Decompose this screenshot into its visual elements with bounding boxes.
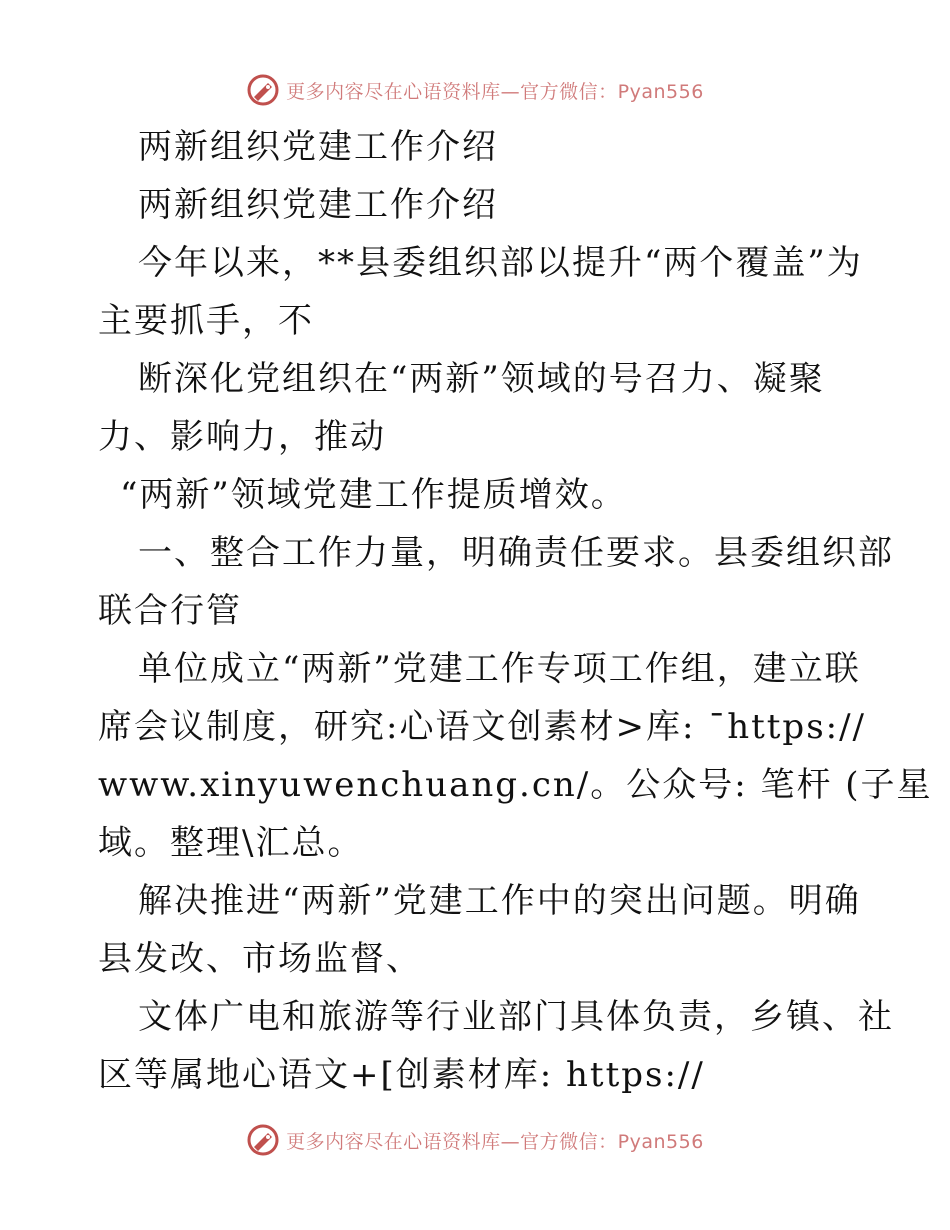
paragraph-line: 主要抓手，不 — [98, 301, 314, 341]
paragraph-line: 联合行管 — [98, 591, 242, 631]
document-body — [98, 118, 933, 1104]
paragraph-line: 席会议制度，研究:心语文创素材>库: ¯https:// — [98, 707, 867, 747]
paragraph-line: 县发改、市场监督、 — [98, 939, 422, 979]
paragraph-line: 解决推进“两新”党建工作中的突出问题。明确 — [138, 881, 861, 921]
paragraph-line: 断深化党组织在“两新”领域的号召力、凝聚 — [138, 359, 825, 399]
paragraph-line: 今年以来，**县委组织部以提升“两个覆盖”为 — [138, 243, 863, 283]
doc-title: 两新组织党建工作介绍 — [138, 127, 498, 167]
pen-nib-circle-icon — [246, 73, 280, 107]
paragraph-line: 域。整理\汇总。 — [98, 823, 364, 863]
header-watermark — [0, 70, 950, 110]
paragraph-line: 力、影响力，推动 — [98, 417, 386, 457]
pen-nib-circle-icon — [246, 1123, 280, 1157]
paragraph-line: 文体广电和旅游等行业部门具体负责，乡镇、社 — [138, 997, 894, 1037]
paragraph-line: 单位成立“两新”党建工作专项工作组，建立联 — [138, 649, 861, 689]
section-heading-line: 一、整合工作力量，明确责任要求。县委组织部 — [138, 533, 894, 573]
doc-title-repeat: 两新组织党建工作介绍 — [138, 185, 498, 225]
paragraph-line: “两新”领域党建工作提质增效。 — [120, 475, 627, 515]
watermark-text: 更多内容尽在心语资料库—官方微信：Pyan556 — [286, 80, 704, 103]
footer-watermark — [0, 1120, 950, 1160]
watermark-text: 更多内容尽在心语资料库—官方微信：Pyan556 — [286, 1130, 704, 1153]
paragraph-line: 区等属地心语文+[创素材库: https:// — [98, 1055, 705, 1095]
paragraph-line: www.xinyuwenchuang.cn/。公众号: 笔杆 (子星 — [98, 765, 933, 805]
